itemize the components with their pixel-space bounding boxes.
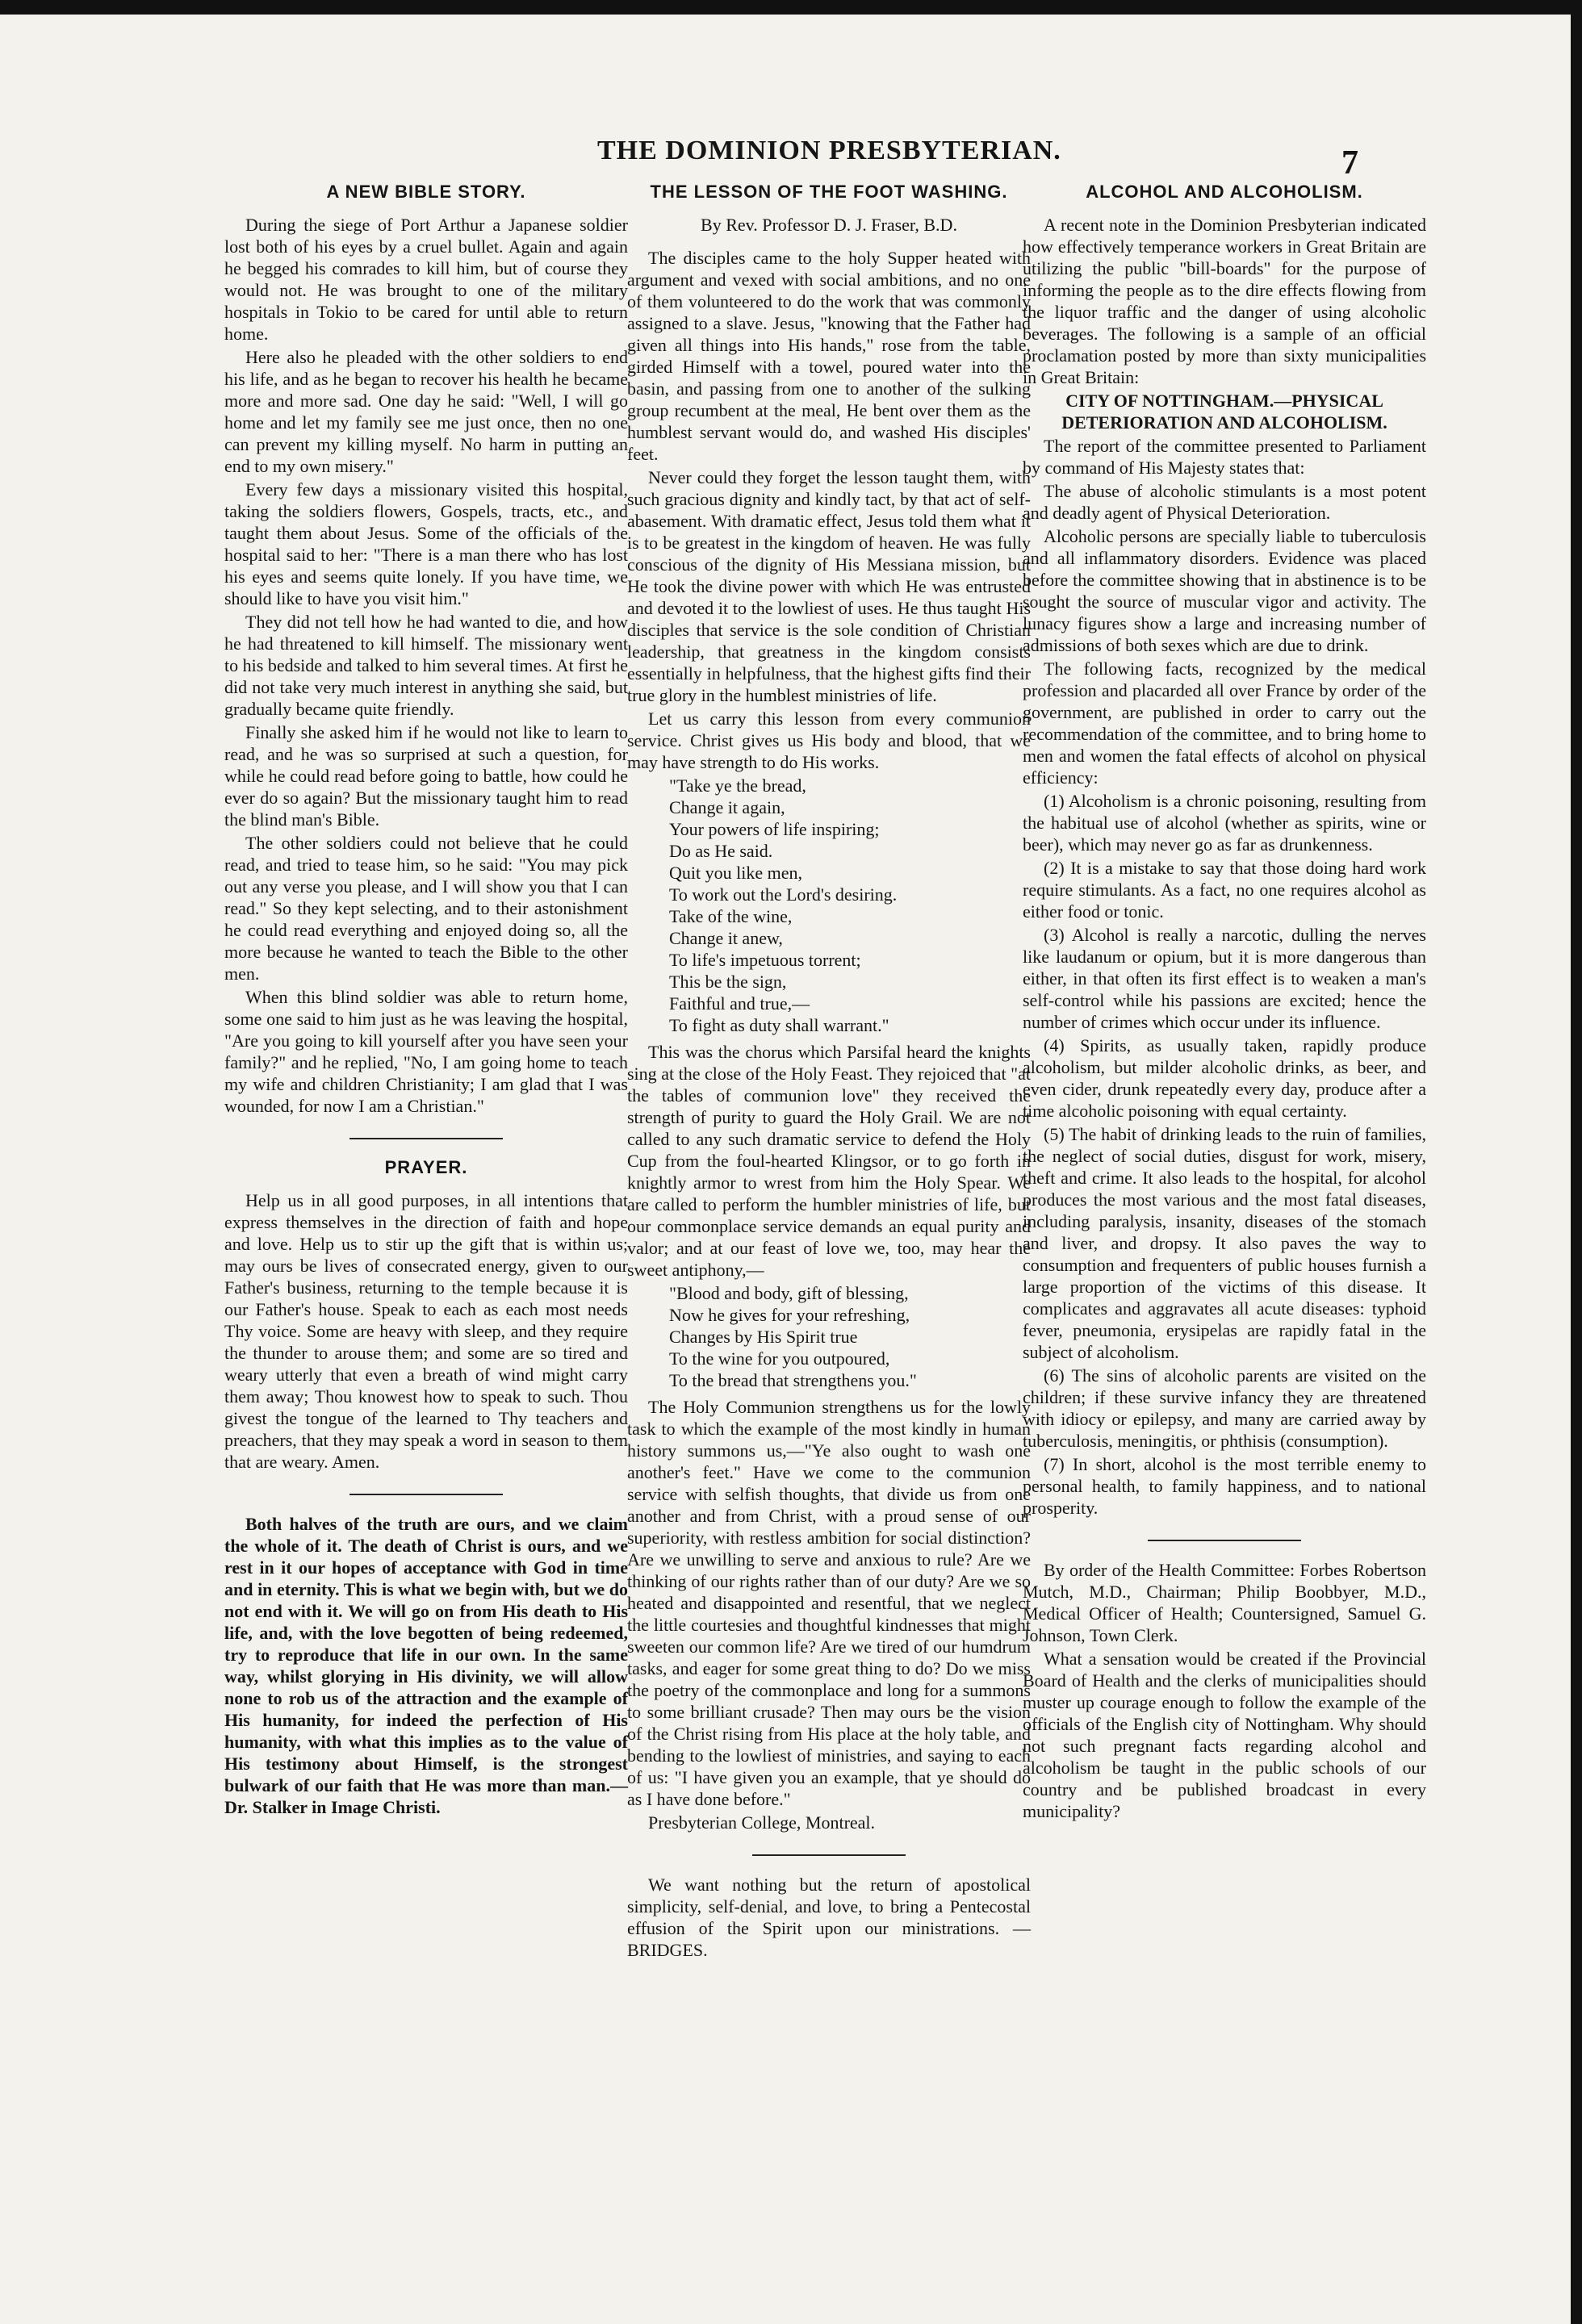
story-paragraph: When this blind soldier was able to return home, some one said to him just as he was leaving the hospital, "Are you going to kill yourself after you have seen your family?" and he replied, "No, I am going home to teach my wife and children Christianity; I am glad that I was wounded, for now I am a Christian.": [224, 987, 628, 1116]
poem-line: Change it anew,: [669, 928, 783, 948]
alcohol-closing: What a sensation would be created if the Provincial Board of Health and the clerks of municipalities should muster up courage enough to follow the example of the officials of the English city of Nottingham. Why should not such pregnant facts regarding alcohol and alcoholism be taught in the public schools of our country and be published broadcast in every municipality?: [1023, 1649, 1426, 1821]
poem-line: Faithful and true,—: [669, 993, 810, 1014]
section-divider: [1148, 1540, 1301, 1541]
lesson-paragraph: Let us carry this lesson from every communion service. Christ gives us His body and blood, that we may have strength to do His works.: [627, 708, 1031, 772]
lesson-paragraph: This was the chorus which Parsifal heard the knights sing at the close of the Holy Feast. They rejoiced that "at the tables of communion love" they received the strength of purity to guard the Holy Grail. We are not called to any such dramatic service to defend the Holy Cup from the foul-hearted Klingsor, or to go forth in knightly armor to wrest from him the Holy Spear. We are called to perform the humbler ministries of life, but our commonplace service demands an equal purity and valor; and at our feast of love we, too, may hear the sweet antiphony,—: [627, 1042, 1031, 1280]
alcohol-intro: A recent note in the Dominion Presbyterian indicated how effectively temperance workers in Great Britain are utilizing the public "bill-boards" for the purpose of informing the people as to the dire effects flowing from the liquor traffic and the danger of using alcoholic beverages. The following is a sample of an official proclamation posted by more than sixty municipalities in Great Britain:: [1023, 215, 1426, 387]
proclamation-paragraph: (3) Alcohol is really a narcotic, dulling the nerves like laudanum or opium, but it is more dangerous than either, in that often its first effect is to weaken a man's self-control while his passions are excited; hence the number of crimes which occur under its influence.: [1023, 925, 1426, 1032]
poem-line: To fight as duty shall warrant.": [669, 1015, 889, 1035]
poem-line: To work out the Lord's desiring.: [669, 884, 898, 905]
proclamation-subhead: CITY OF NOTTINGHAM.—PHYSICAL DETERIORATION AND ALCOHOLISM.: [1061, 391, 1387, 433]
story-paragraph: During the siege of Port Arthur a Japanese soldier lost both of his eyes by a cruel bullet. Again and again he begged his comrades to kill him, but of course they would not. He was brought to one of the military hospitals in Tokio to be cared for until able to return home.: [224, 215, 628, 344]
poem-line: Changes by His Spirit true: [669, 1327, 858, 1347]
poem-line: Do as He said.: [669, 841, 773, 861]
column-right: [1023, 182, 1426, 1822]
poem-line: Quit you like men,: [669, 863, 802, 883]
scan-right-border: [1571, 0, 1582, 2324]
proclamation-paragraph: (7) In short, alcohol is the most terrible enemy to personal health, to family happiness, and to national prosperity.: [1023, 1454, 1426, 1518]
section-divider: [349, 1138, 503, 1139]
poem-line: "Blood and body, gift of blessing,: [669, 1283, 909, 1303]
poem-line: "Take ye the bread,: [669, 775, 806, 796]
poem-line: To life's impetuous torrent;: [669, 950, 861, 970]
proclamation-paragraph: (1) Alcoholism is a chronic poisoning, resulting from the habitual use of alcohol (whether as spirits, wine or beer), which may never go as far as drunkenness.: [1023, 791, 1426, 855]
lesson-paragraph: The disciples came to the holy Supper heated with argument and vexed with social ambitions, and no one of them volunteered to do the work that was commonly assigned to a slave. Jesus, "knowing that the Father had given all things into His hands," rose from the table, girded Himself with a towel, poured water into the basin, and passing from one to another of the sulking group recumbent at the meal, He bent over them as the humblest servant would do, and washed His disciples' feet.: [627, 248, 1031, 464]
truth-paragraph: Both halves of the truth are ours, and we claim the whole of it. The death of Christ is ours, and we rest in it our hopes of acceptance with God in time and in eternity. This is what we begin with, but we do not end with it. We will go on from His death to His life, and, with the love begotten of being redeemed, try to reproduce that life in our own. In the same way, whilst glorying in His divinity, we will allow none to rob us of the attraction and the example of His humanity, for indeed the perfection of His humanity, with what this implies as to the value of His testimony about Himself, is the strongest bulwark of our faith that He was more than man.—Dr. Stalker in Image Christi.: [224, 1514, 628, 1817]
masthead: THE DOMINION PRESBYTERIAN.: [597, 136, 1061, 165]
poem-line: Your powers of life inspiring;: [669, 819, 880, 839]
closing-quote: We want nothing but the return of apostolical simplicity, self-denial, and love, to bring a Pentecostal effusion of the Spirit upon our ministrations. —BRIDGES.: [627, 1875, 1031, 1960]
story-body: [224, 214, 628, 1117]
story-paragraph: Finally she asked him if he would not like to learn to read, and he was so surprised at such a question, for while he could read before going to battle, how could he ever do so again? But the missionary taught him to read the blind man's Bible.: [224, 722, 628, 830]
prayer-paragraph: Help us in all good purposes, in all intentions that express themselves in the direction of faith and hope and love. Help us to stir up the gift that is within us; may ours be lives of consecrated energy, given to our Father's business, returning to the temple because it is our Father's house. Speak to each as each most needs Thy voice. Some are heavy with sleep, and they require the thunder to arouse them; and some are so tired and weary utterly that even a breath of wind might carry them away; Thou knowest how to speak to such. Thou givest the tongue of the learned to Thy teachers and preachers, that they may speak a word in season to them that are weary. Amen.: [224, 1190, 628, 1472]
story-paragraph: Here also he pleaded with the other soldiers to end his life, and as he began to recover his health he became more and more sad. One day he said: "Well, I will go home and let my family see me just once, then no one can prevent my killing myself. No harm in putting an end to my own misery.": [224, 347, 628, 476]
proclamation-paragraph: The report of the committee presented to Parliament by command of His Majesty states that:: [1023, 436, 1426, 478]
proclamation-paragraph: (5) The habit of drinking leads to the ruin of families, the neglect of social duties, disgust for work, misery, theft and crime. It also leads to the hospital, for alcohol produces the most various and the most fatal diseases, including paralysis, insanity, diseases of the stomach and liver, and dropsy. It also paves the way to consumption and frequenters of public houses furnish a large proportion of the victims of this disease. It complicates and aggravates all acute diseases: typhoid fever, pneumonia, erysipelas are rapidly fatal in the subject of alcoholism.: [1023, 1124, 1426, 1362]
story-paragraph: They did not tell how he had wanted to die, and how he had threatened to kill himself. The missionary went to his bedside and talked to him several times. At first he did not take very much interest in anything she said, but gradually became quite friendly.: [224, 612, 628, 719]
lesson-paragraph: Never could they forget the lesson taught them, with such gracious dignity and kindly tact, by that act of self-abasement. With dramatic effect, Jesus told them what it is to be greatest in the kingdom of heaven. He was fully conscious of the dignity of His Messiana mission, but He took the divine power with which He was entrusted and devoted it to the lowliest of uses. He thus taught His disciples that service is the sole condition of Christian leadership, that greatness in the kingdom consists essentially in helpfulness, that the highest gifts find their true glory in the humblest ministries of life.: [627, 467, 1031, 705]
poem-stanza: [669, 1282, 1031, 1391]
lesson-signoff: Presbyterian College, Montreal.: [648, 1812, 876, 1833]
prayer-title: PRAYER.: [384, 1157, 468, 1177]
poem-line: To the wine for you outpoured,: [669, 1348, 890, 1369]
proclamation-paragraph: (2) It is a mistake to say that those doing hard work require stimulants. As a fact, no one requires alcohol as either food or tonic.: [1023, 858, 1426, 922]
proclamation-paragraph: Alcoholic persons are specially liable to tuberculosis and all inflammatory disorders. Evidence was placed before the committee showing that in abstinence is to be sought the source of muscular vigor and activity. The lunacy figures show a large and increasing number of admissions of both sexes which are due to drink.: [1023, 526, 1426, 655]
story-paragraph: The other soldiers could not believe that he could read, and tried to tease him, so he said: "You may pick out any verse you please, and I will show you that I can read." So they kept selecting, and to their astonishment he could read everything and enjoyed doing so, all the more because he wanted to teach the Bible to the other men.: [224, 833, 628, 984]
section-divider: [752, 1854, 906, 1856]
proclamation-paragraph: The abuse of alcoholic stimulants is a most potent and deadly agent of Physical Deterioration.: [1023, 481, 1426, 523]
column-left: [224, 182, 628, 1818]
section-divider: [349, 1494, 503, 1495]
scan-top-border: [0, 0, 1582, 15]
story-paragraph: Every few days a missionary visited this hospital, taking the soldiers flowers, Gospels, tracts, etc., and taught them about Jesus. Some of the officials of the hospital said to her: "There is a man there who has lost his eyes and seems quite lonely. If you have time, we should like to have you visit him.": [224, 479, 628, 608]
poem-line: To the bread that strengthens you.": [669, 1370, 917, 1390]
proclamation-paragraph: The following facts, recognized by the medical profession and placarded all over France by order of the government, are published in order to carry out the recommendation of the committee, and to bring home to men and women the fatal effects of alcohol on physical efficiency:: [1023, 658, 1426, 788]
poem-line: Now he gives for your refreshing,: [669, 1305, 910, 1325]
proclamation-paragraph: (4) Spirits, as usually taken, rapidly produce alcoholism, but milder alcoholic drinks, as beer, and even cider, drunk repeatedly every day, produce after a time alcoholic poisoning with equal certainty.: [1023, 1035, 1426, 1121]
poem-line: Change it again,: [669, 797, 785, 817]
proclamation-paragraph: (6) The sins of alcoholic parents are visited on the children; if these survive infancy they are threatened with idiocy or epilepsy, and many are carried away by tuberculosis, meningitis, or phthisis (consumption).: [1023, 1365, 1426, 1451]
poem-line: This be the sign,: [669, 972, 787, 992]
poem-stanza: [669, 775, 1031, 1036]
story-title: A NEW BIBLE STORY.: [326, 182, 526, 202]
lesson-paragraph: The Holy Communion strengthens us for the lowly task to which the example of the most kindly in human history summons us,—"Ye also ought to wash one another's feet." Have we come to the communion service with selfish thoughts, that divide us from one another and from Christ, with a proud sense of our superiority, with restless ambition for social distinction? Are we unwilling to serve and anxious to rule? Are we thinking of our rights rather than of our duty? Are we so heated and disappointed and resentful, that we neglect the little courtesies and thoughtful kindnesses that might sweeten our common life? Are we tired of our humdrum tasks, and eager for some great thing to do? Do we miss the poetry of the commonplace and long for a summons to some brilliant crusade? Then may ours be the vision of the Christ rising from His place at the holy table, and bending to the lowliest of ministries, and saying to each of us: "I have given you an example, that ye should do as I have done before.": [627, 1397, 1031, 1809]
health-committee-order: By order of the Health Committee: Forbes Robertson Mutch, M.D., Chairman; Philip Boobbyer, M.D., Medical Officer of Health; Countersigned, Samuel G. Johnson, Town Clerk.: [1023, 1560, 1426, 1645]
poem-line: Take of the wine,: [669, 906, 793, 926]
lesson-title: THE LESSON OF THE FOOT WASHING.: [650, 182, 1008, 202]
byline: By Rev. Professor D. J. Fraser, B.D.: [701, 215, 957, 235]
column-middle: [627, 182, 1031, 1961]
page-number: 7: [1341, 144, 1358, 182]
alcohol-title: ALCOHOL AND ALCOHOLISM.: [1086, 182, 1363, 202]
